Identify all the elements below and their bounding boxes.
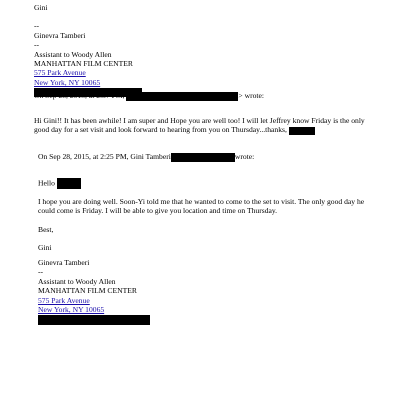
- signature-full-name: Ginevra Tamberi: [34, 30, 86, 40]
- signature-company: MANHATTAN FILM CENTER: [38, 286, 137, 296]
- signature-city-link[interactable]: New York, NY 10065: [38, 305, 105, 315]
- signature-full-name: Ginevra Tamberi: [38, 258, 90, 267]
- redaction-block: [57, 178, 81, 189]
- reply-header: [34, 91, 264, 101]
- redaction-block: [289, 127, 315, 135]
- reply-header-suffix: > wrote:: [238, 91, 264, 100]
- signature-short-name: Gini: [34, 3, 48, 12]
- signature-separator: --: [34, 40, 40, 50]
- signature-address-link[interactable]: 575 Park Avenue: [34, 68, 86, 78]
- reply-header-prefix: On Sep 28, 2015, at 2:37 PM,: [34, 91, 125, 100]
- redaction-block: [171, 153, 235, 162]
- quoted-message: [34, 116, 374, 135]
- quoted-message: [38, 178, 378, 253]
- message-body: I hope you are doing well. Soon-Yi told me that he wanted to come to the set to visit. The only good day he could come is Friday. I will be able to give you location and time on Thursday.: [38, 197, 365, 216]
- signature-title: Assistant to Woody Allen: [34, 49, 112, 59]
- message-sign-name: Gini: [38, 243, 52, 253]
- message-body: Hi Gini!! It has been awhile! I am super and Hope you are well too! I will let Jeffrey know Friday is the only good day for a set visit and look forward to hearing from you on Thursday...thanks,: [34, 116, 365, 135]
- reply-header-suffix: wrote:: [234, 152, 255, 161]
- reply-header: [38, 152, 254, 162]
- top-signature: [34, 3, 142, 97]
- message-closing: Best,: [38, 224, 54, 234]
- bottom-signature: [38, 258, 150, 325]
- signature-separator: --: [38, 267, 44, 277]
- signature-address-link[interactable]: 575 Park Avenue: [38, 295, 90, 305]
- message-greeting: Hello: [38, 178, 378, 189]
- signature-city-link[interactable]: New York, NY 10065: [34, 77, 101, 87]
- signature-title: Assistant to Woody Allen: [38, 276, 116, 286]
- redaction-block: [38, 315, 150, 325]
- redaction-block: [126, 92, 238, 101]
- reply-header-prefix: On Sep 28, 2015, at 2:25 PM, Gini Tamberi: [38, 152, 171, 161]
- signature-company: MANHATTAN FILM CENTER: [34, 59, 133, 69]
- signature-separator: --: [34, 21, 40, 31]
